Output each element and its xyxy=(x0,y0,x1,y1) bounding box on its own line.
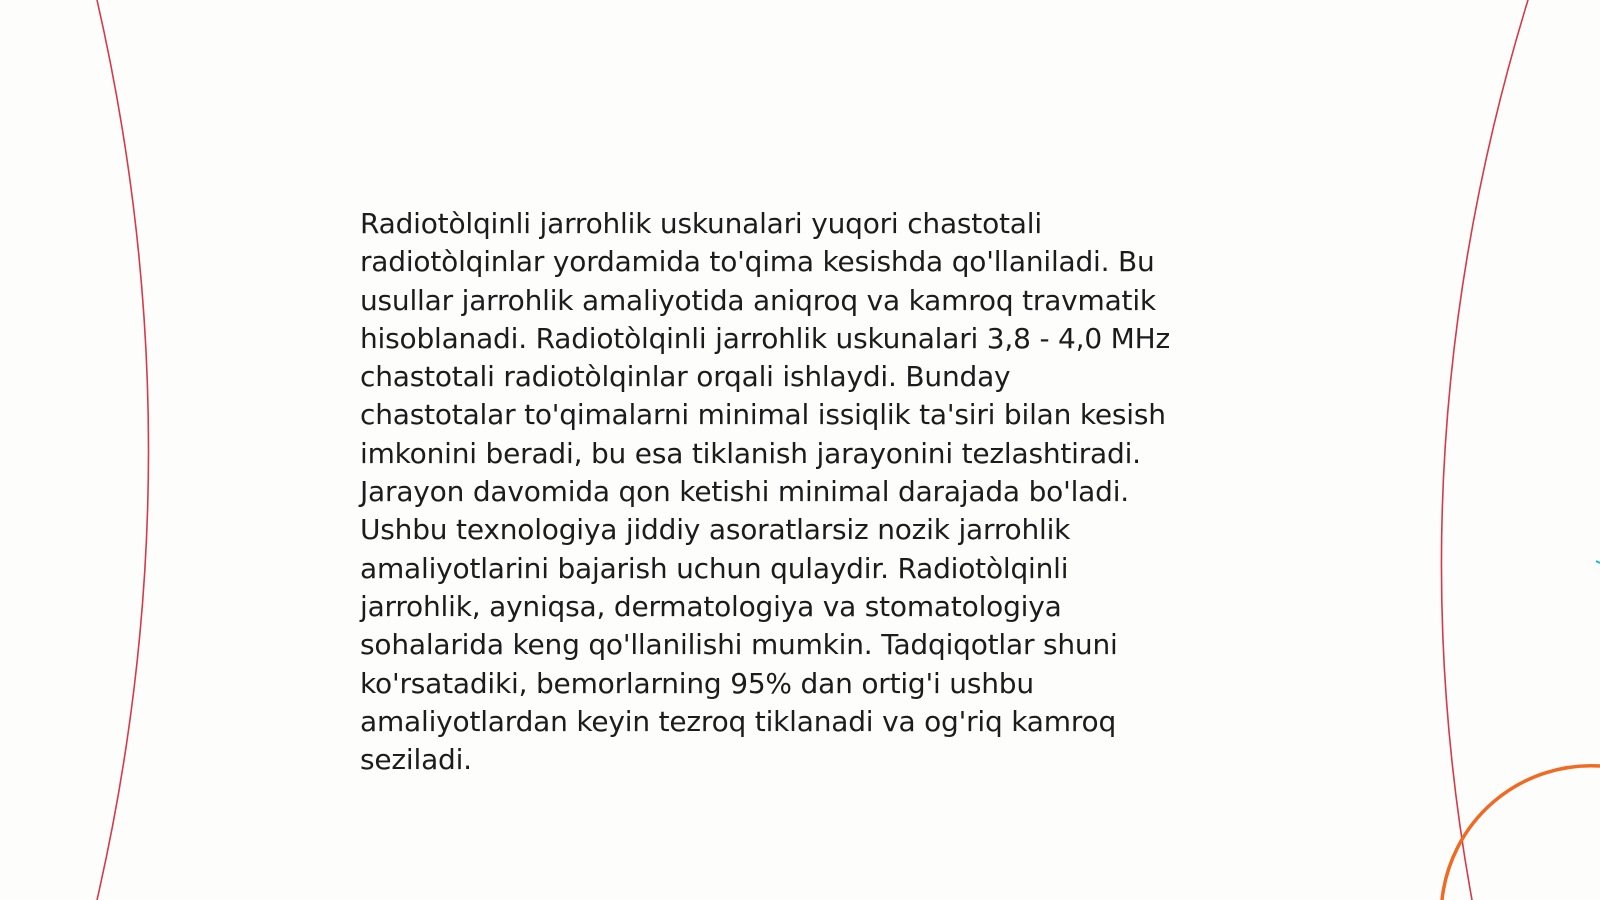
paragraph-line: chastotalar to'qimalarni minimal issiqlik ta'siri bilan kesish xyxy=(360,398,1166,432)
paragraph-line: amaliyotlardan keyin tezroq tiklanadi va og'riq kamroq xyxy=(360,704,1117,738)
paragraph-line: sohalarida keng qo'llanilishi mumkin. Tadqiqotlar shuni xyxy=(360,628,1118,662)
paragraph-line: seziladi. xyxy=(360,743,472,777)
paragraph-line: Radiotòlqinli jarrohlik uskunalari yuqori chastotali xyxy=(360,207,1042,240)
left-arc xyxy=(97,0,149,900)
paragraph-line: Jarayon davomida qon ketishi minimal darajada bo'ladi. xyxy=(360,475,1129,509)
paragraph-line: imkonini beradi, bu esa tiklanish jarayonini tezlashtiradi. xyxy=(360,436,1141,470)
orange-arc xyxy=(1442,766,1600,900)
body-paragraph xyxy=(360,205,1240,779)
paragraph-line: Ushbu texnologiya jiddiy asoratlarsiz nozik jarrohlik xyxy=(360,513,1071,547)
paragraph-line: amaliyotlarini bajarish uchun qulaydir. Radiotòlqinli xyxy=(360,551,1069,585)
paragraph-line: radiotòlqinlar yordamida to'qima kesishda qo'llaniladi. Bu xyxy=(360,245,1155,279)
paragraph-line: chastotali radiotòlqinlar orqali ishlaydi. Bunday xyxy=(360,360,1011,394)
paragraph-line: usullar jarrohlik amaliyotida aniqroq va kamroq travmatik xyxy=(360,283,1156,317)
right-arc xyxy=(1441,0,1528,900)
paragraph-line: ko'rsatadiki, bemorlarning 95% dan ortig'i ushbu xyxy=(360,666,1034,700)
paragraph-line: hisoblanadi. Radiotòlqinli jarrohlik uskunalari 3,8 - 4,0 MHz xyxy=(360,321,1170,355)
cyan-accent-mark xyxy=(1596,561,1600,563)
paragraph-line: jarrohlik, ayniqsa, dermatologiya va stomatologiya xyxy=(360,589,1062,623)
